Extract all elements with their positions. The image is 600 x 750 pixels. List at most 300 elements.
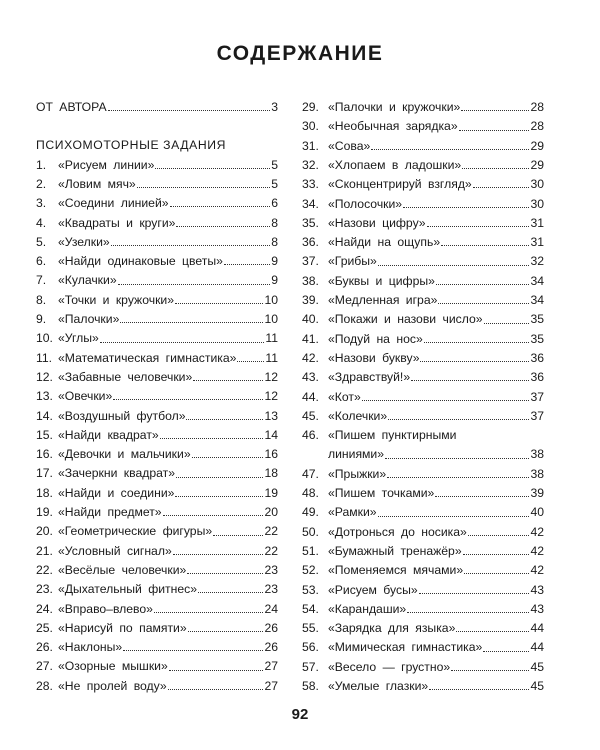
toc-entry-number: 3. (36, 196, 47, 211)
toc-entry-title: «Необычная зарядка» (328, 119, 458, 134)
dot-leader (160, 438, 264, 439)
dot-leader (483, 651, 529, 652)
toc-entry-title: «Карандаши» (328, 601, 407, 616)
toc-entry-title: «Найди одинаковые цветы» (58, 254, 223, 269)
toc-entry-page: 38 (530, 447, 544, 462)
toc-entry[interactable] (302, 171, 544, 190)
toc-entry[interactable] (302, 94, 544, 113)
dot-leader (113, 399, 263, 400)
dot-leader (403, 207, 529, 208)
toc-entry[interactable] (302, 480, 544, 499)
toc-entry-title: «Пишем пунктирными (328, 428, 457, 443)
toc-entry-number: 37. (302, 254, 319, 269)
toc-entry-number: 39. (302, 293, 319, 308)
toc-entry-page: 27 (264, 659, 278, 674)
toc-entry[interactable] (36, 325, 278, 344)
toc-entry[interactable] (302, 345, 544, 364)
toc-entry[interactable] (302, 654, 544, 673)
toc-entry-page: 6 (271, 196, 278, 211)
toc-entry-page: 45 (530, 679, 544, 693)
toc-entry[interactable] (36, 345, 278, 364)
toc-entry[interactable] (302, 461, 544, 480)
toc-entry-number: 44. (302, 389, 319, 404)
toc-entry-title-continued: линиями» (328, 447, 385, 462)
toc-entry[interactable] (36, 653, 278, 672)
dot-leader (420, 361, 529, 362)
toc-entry-page: 36 (530, 350, 544, 365)
toc-entry[interactable] (36, 673, 278, 692)
toc-entry-title: «Хлопаем в ладошки» (328, 157, 462, 172)
toc-entry-page: 29 (530, 138, 544, 153)
toc-entry-page: 43 (530, 601, 544, 616)
toc-entry-number: 24. (36, 601, 53, 616)
toc-right-list (302, 94, 544, 692)
toc-entry-title: «Точки и кружочки» (58, 292, 174, 307)
toc-entry-page: 8 (271, 234, 278, 249)
toc-entry-title: «Весело — грустно» (328, 659, 451, 674)
dot-leader (173, 554, 264, 555)
toc-entry-title: «Прыжки» (328, 466, 387, 481)
toc-entry-number: 57. (302, 659, 319, 674)
toc-entry-number: 17. (36, 466, 53, 481)
toc-entry-number: 23. (36, 582, 53, 597)
dot-leader (213, 535, 263, 536)
page-title: СОДЕРЖАНИЕ (216, 42, 384, 65)
toc-entry-page: 43 (530, 582, 544, 597)
dot-leader (169, 670, 264, 671)
toc-entry-number: 22. (36, 562, 53, 577)
toc-entry-page: 32 (530, 254, 544, 269)
dot-leader (461, 110, 529, 111)
toc-entry-title: «Математическая гимнастика» (58, 350, 237, 365)
dot-leader (108, 110, 271, 111)
toc-entry-number: 8. (36, 292, 47, 307)
dot-leader (198, 592, 263, 593)
toc-entry-title: «Колечки» (328, 408, 388, 423)
dot-leader (388, 419, 529, 420)
toc-entry-page: 42 (530, 524, 544, 539)
toc-entry[interactable] (302, 557, 544, 576)
toc-entry[interactable] (36, 441, 278, 460)
dot-leader (419, 593, 530, 594)
toc-entry-page: 23 (264, 562, 278, 577)
toc-entry-page: 35 (530, 331, 544, 346)
section-heading: ПСИХОМОТОРНЫЕ ЗАДАНИЯ (36, 138, 227, 153)
dot-leader (385, 458, 529, 459)
dot-leader (168, 689, 264, 690)
toc-entry-page: 44 (530, 621, 544, 636)
toc-entry-title: «Подуй на нос» (328, 331, 423, 346)
toc-entry-title: «Нарисуй по памяти» (58, 620, 187, 635)
toc-entry[interactable] (36, 499, 278, 518)
toc-entry[interactable] (36, 229, 278, 248)
toc-entry-title: «Найди квадрат» (58, 427, 159, 442)
toc-entry-number: 20. (36, 524, 53, 539)
dot-leader (118, 284, 271, 285)
dot-leader (188, 631, 264, 632)
dot-leader (193, 380, 263, 381)
toc-entry[interactable] (36, 209, 278, 228)
dot-leader (237, 361, 264, 362)
toc-entry[interactable] (36, 576, 278, 595)
toc-entry-page: 8 (271, 215, 278, 230)
toc-entry-page: 37 (530, 408, 544, 423)
toc-entry-number: 43. (302, 370, 319, 385)
toc-entry-number: 48. (302, 486, 319, 501)
dot-leader (468, 535, 530, 536)
spacer (36, 113, 278, 132)
toc-entry-page: 19 (264, 485, 278, 500)
toc-entry-title: «Назови букву» (328, 350, 420, 365)
toc-entry-page: 5 (271, 157, 278, 172)
toc-entry-page: 11 (265, 350, 278, 365)
toc-entry-title: «Рисуем линии» (58, 157, 155, 172)
dot-leader (387, 477, 529, 478)
toc-entry-page: 20 (264, 505, 278, 520)
toc-left-list (36, 152, 278, 692)
toc-entry[interactable] (302, 190, 544, 209)
toc-entry[interactable] (302, 306, 544, 325)
toc-entry-page: 28 (530, 100, 544, 115)
toc-entry-title: «Углы» (58, 331, 99, 346)
toc-entry[interactable] (36, 306, 278, 325)
toc-entry-title: «Не пролей воду» (58, 678, 167, 693)
toc-entry-page: 23 (264, 582, 278, 597)
toc-entry-number: 38. (302, 273, 319, 288)
toc-entry[interactable] (302, 538, 544, 557)
toc-entry-page: 34 (530, 293, 544, 308)
toc-entry-title: «Зарядка для языка» (328, 621, 456, 636)
dot-leader (123, 650, 263, 651)
toc-entry-page: 31 (530, 215, 544, 230)
toc-entry-title: «Дотронься до носика» (328, 524, 467, 539)
toc-entry-title: «Бумажный тренажёр» (328, 543, 462, 558)
toc-entry[interactable] (302, 229, 544, 248)
dot-leader (175, 496, 263, 497)
toc-entry-intro[interactable] (36, 94, 278, 113)
toc-entry-page: 22 (264, 524, 278, 539)
toc-entry-title: «Воздушный футбол» (58, 408, 186, 423)
toc-entry-title: «Зачеркни квадрат» (58, 466, 176, 481)
dot-leader (441, 245, 529, 246)
toc-entry-number: 2. (36, 176, 47, 191)
dot-leader (137, 187, 271, 188)
toc-entry-title: «Узелки» (58, 234, 110, 249)
toc-entry-title: «Грибы» (328, 254, 377, 269)
toc-entry-page: 39 (530, 486, 544, 501)
dot-leader (155, 168, 270, 169)
toc-entry-number: 51. (302, 543, 319, 558)
dot-leader (224, 264, 270, 265)
toc-entry-page: 26 (264, 640, 278, 655)
toc-entry-number: 26. (36, 640, 53, 655)
toc-entry[interactable] (302, 133, 544, 152)
toc-entry[interactable] (302, 152, 544, 171)
toc-entry-title: «Соедини линией» (58, 196, 169, 211)
toc-entry-number: 50. (302, 524, 319, 539)
dot-leader (154, 612, 264, 613)
toc-entry-page: 3 (271, 100, 278, 115)
toc-entry-number: 32. (302, 157, 319, 172)
toc-entry-title: «Весёлые человечки» (58, 562, 187, 577)
toc-entry-number: 7. (36, 273, 47, 288)
toc-entry-page: 12 (264, 369, 278, 384)
dot-leader (473, 187, 530, 188)
toc-entry-number: 49. (302, 505, 319, 520)
toc-entry-number: 52. (302, 563, 319, 578)
toc-entry[interactable] (36, 152, 278, 171)
toc-entry-number: 5. (36, 234, 47, 249)
toc-entry-page: 26 (264, 620, 278, 635)
dot-leader (163, 515, 264, 516)
toc-entry-title: «Условный сигнал» (58, 543, 172, 558)
dot-leader (111, 245, 271, 246)
toc-entry[interactable] (302, 576, 544, 595)
toc-entry-number: 10. (36, 331, 53, 346)
toc-entry-page: 30 (530, 177, 544, 192)
toc-entry-number: 45. (302, 408, 319, 423)
toc-entry-title: «Сова» (328, 138, 371, 153)
toc-entry-number: 42. (302, 350, 319, 365)
toc-entry-number: 36. (302, 235, 319, 250)
toc-entry-number: 55. (302, 621, 319, 636)
toc-entry[interactable] (36, 460, 278, 479)
toc-entry[interactable] (302, 596, 544, 615)
toc-entry-page: 11 (265, 331, 278, 346)
toc-entry[interactable] (36, 480, 278, 499)
dot-leader (378, 516, 530, 517)
toc-entry[interactable] (302, 673, 544, 692)
dot-leader (175, 303, 263, 304)
toc-entry-page: 36 (530, 370, 544, 385)
toc-entry-page: 5 (271, 176, 278, 191)
dot-leader (464, 573, 529, 574)
toc-entry-page: 38 (530, 466, 544, 481)
toc-entry[interactable] (302, 403, 544, 422)
dot-leader (436, 284, 530, 285)
dot-leader (438, 303, 529, 304)
toc-entry-number: 14. (36, 408, 53, 423)
toc-entry-title: «Сконцентрируй взгляд» (328, 177, 472, 192)
toc-entry-number: 15. (36, 427, 53, 442)
toc-entry[interactable] (36, 402, 278, 421)
dot-leader (484, 323, 530, 324)
toc-entry-page: 30 (530, 196, 544, 211)
toc-entry-number: 1. (36, 157, 47, 172)
toc-entry[interactable] (302, 499, 544, 518)
toc-entry-number: 13. (36, 389, 53, 404)
toc-entry-title: ОТ АВТОРА (36, 100, 107, 115)
dot-leader (463, 554, 530, 555)
toc-entry-number: 18. (36, 485, 53, 500)
toc-entry[interactable] (302, 326, 544, 345)
toc-entry-number: 21. (36, 543, 53, 558)
toc-entry[interactable] (302, 113, 544, 132)
toc-entry-page: 10 (264, 312, 278, 327)
toc-entry-title: «Палочки и кружочки» (328, 100, 461, 115)
toc-entry-line (302, 441, 544, 460)
dot-leader (407, 612, 529, 613)
toc-entry-line (302, 422, 544, 441)
toc-entry-title: «Геометрические фигуры» (58, 524, 213, 539)
page-number: 92 (291, 706, 309, 723)
dot-leader (411, 380, 529, 381)
toc-entry-page: 44 (530, 640, 544, 655)
toc-entry-title: «Овечки» (58, 389, 113, 404)
toc-entry-number: 41. (302, 331, 319, 346)
toc-left-column (36, 94, 278, 692)
dot-leader (371, 149, 529, 150)
toc-entry-number: 25. (36, 620, 53, 635)
toc-entry-title: «Здравствуй!» (328, 370, 411, 385)
dot-leader (459, 130, 530, 131)
toc-entry-title: «Найди предмет» (58, 505, 162, 520)
toc-entry-page: 12 (264, 389, 278, 404)
toc-entry[interactable] (36, 557, 278, 576)
toc-entry-number: 16. (36, 447, 53, 462)
toc-entry-title: «Вправо–влево» (58, 601, 153, 616)
toc-entry[interactable] (36, 422, 278, 441)
toc-entry-page: 28 (530, 119, 544, 134)
toc-entry-title: «Кулачки» (58, 273, 117, 288)
dot-leader (192, 457, 264, 458)
toc-entry-title: «Медленная игра» (328, 293, 438, 308)
dot-leader (362, 400, 530, 401)
toc-entry-number: 46. (302, 428, 319, 443)
toc-entry-page: 42 (530, 543, 544, 558)
toc-entry-page: 22 (264, 543, 278, 558)
toc-entry-number: 56. (302, 640, 319, 655)
toc-entry-page: 42 (530, 563, 544, 578)
toc-entry-page: 9 (271, 254, 278, 269)
toc-entry[interactable] (36, 171, 278, 190)
dot-leader (424, 342, 530, 343)
toc-entry[interactable] (36, 518, 278, 537)
toc-entry-number: 6. (36, 254, 47, 269)
toc-entry-number: 54. (302, 601, 319, 616)
toc-entry-page: 31 (530, 235, 544, 250)
toc-entry[interactable] (36, 248, 278, 267)
dot-leader (120, 322, 263, 323)
toc-entry-title: «Ловим мяч» (58, 176, 136, 191)
toc-entry-title: «Покажи и назови число» (328, 312, 483, 327)
toc-right-column (302, 94, 544, 692)
toc-entry-number: 47. (302, 466, 319, 481)
toc-entry-title: «Дыхательный фитнес» (58, 582, 198, 597)
toc-entry[interactable] (302, 422, 544, 461)
toc-entry-number: 33. (302, 177, 319, 192)
toc-entry-title: «Полосочки» (328, 196, 403, 211)
toc-entry[interactable] (36, 267, 278, 286)
dot-leader (451, 670, 529, 671)
toc-entry[interactable] (302, 519, 544, 538)
toc-entry-title: «Наклоны» (58, 640, 123, 655)
toc-entry-number: 28. (36, 678, 53, 693)
toc-entry-number: 31. (302, 138, 319, 153)
toc-entry-title: «Кот» (328, 389, 361, 404)
toc-entry-title: «Озорные мышки» (58, 659, 168, 674)
toc-entry-page: 16 (264, 447, 278, 462)
toc-entry[interactable] (302, 210, 544, 229)
toc-entry-number: 9. (36, 312, 47, 327)
toc-entry-page: 29 (530, 157, 544, 172)
toc-entry[interactable] (36, 595, 278, 614)
toc-entry-page: 10 (264, 292, 278, 307)
dot-leader (176, 226, 270, 227)
toc-entry-number: 40. (302, 312, 319, 327)
toc-entry[interactable] (36, 287, 278, 306)
toc-entry-title: «Найди и соедини» (58, 485, 175, 500)
dot-leader (462, 168, 529, 169)
toc-entry[interactable] (302, 634, 544, 653)
toc-entry-title: «Назови цифру» (328, 215, 426, 230)
toc-entry-page: 35 (530, 312, 544, 327)
toc-entry-page: 9 (271, 273, 278, 288)
toc-entry-number: 11. (36, 350, 53, 365)
dot-leader (456, 631, 529, 632)
toc-entry[interactable] (302, 615, 544, 634)
toc-entry-page: 14 (264, 427, 278, 442)
toc-entry-title: «Девочки и мальчики» (58, 447, 191, 462)
toc-entry-page: 24 (264, 601, 278, 616)
toc-entry-title: «Умелые глазки» (328, 679, 429, 693)
toc-entry-title: «Поменяемся мячами» (328, 563, 464, 578)
toc-entry-title: «Буквы и цифры» (328, 273, 435, 288)
toc-entry-title: «Забавные человечки» (58, 369, 193, 384)
toc-entry[interactable] (36, 634, 278, 653)
toc-entry[interactable] (36, 615, 278, 634)
dot-leader (429, 689, 529, 690)
toc-entry[interactable] (302, 268, 544, 287)
toc-entry-page: 27 (264, 678, 278, 693)
toc-entry-page: 40 (530, 505, 544, 520)
toc-entry-number: 53. (302, 582, 319, 597)
toc-entry-title: «Рисуем бусы» (328, 582, 418, 597)
toc-entry[interactable] (36, 190, 278, 209)
toc-entry-page: 45 (530, 659, 544, 674)
toc-entry[interactable] (302, 248, 544, 267)
dot-leader (100, 342, 265, 343)
dot-leader (170, 206, 271, 207)
toc-entry-title: «Мимическая гимнастика» (328, 640, 483, 655)
toc-entry[interactable] (302, 364, 544, 383)
toc-entry-number: 58. (302, 679, 319, 693)
toc-entry-title: «Палочки» (58, 312, 120, 327)
toc-entry[interactable] (36, 383, 278, 402)
dot-leader (427, 226, 530, 227)
toc-entry-number: 19. (36, 505, 53, 520)
toc-entry-page: 13 (264, 408, 278, 423)
toc-entry-number: 34. (302, 196, 319, 211)
toc-entry-title: «Найди на ощупь» (328, 235, 441, 250)
toc-entry-number: 27. (36, 659, 53, 674)
toc-entry[interactable] (36, 364, 278, 383)
toc-entry[interactable] (36, 538, 278, 557)
toc-entry-number: 4. (36, 215, 47, 230)
toc-entry-title: «Рамки» (328, 505, 377, 520)
dot-leader (187, 573, 263, 574)
toc-entry-number: 35. (302, 215, 319, 230)
toc-entry-page: 18 (264, 466, 278, 481)
dot-leader (176, 477, 263, 478)
dot-leader (378, 265, 530, 266)
toc-entry[interactable] (302, 383, 544, 402)
toc-entry-number: 12. (36, 369, 53, 384)
toc-entry[interactable] (302, 287, 544, 306)
toc-entry-number: 29. (302, 100, 319, 115)
toc-entry-page: 34 (530, 273, 544, 288)
toc-entry-title: «Квадраты и круги» (58, 215, 176, 230)
